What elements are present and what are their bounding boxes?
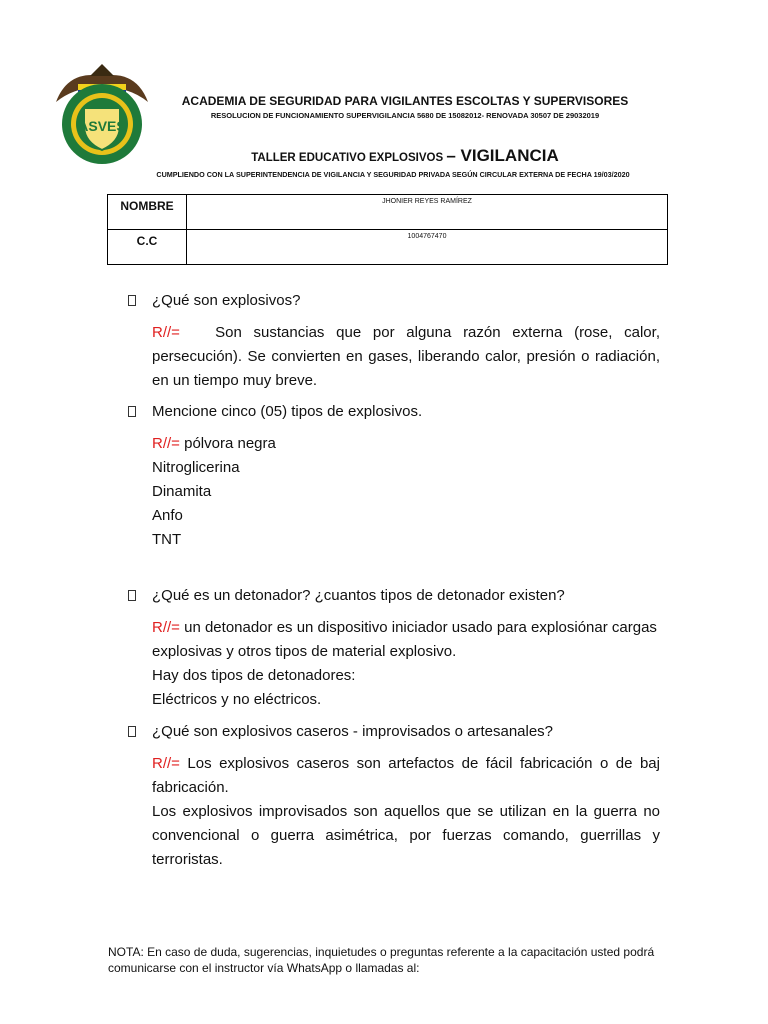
academy-logo: [48, 62, 156, 168]
answer-prefix: R//=: [152, 755, 180, 772]
answer-text: [128, 321, 660, 393]
resolution-line: RESOLUCION DE FUNCIONAMIENTO SUPERVIGILANCIA 5680 DE 15082012- RENOVADA 30507 DE 29032019: [210, 111, 600, 120]
name-label: NOMBRE: [108, 195, 187, 230]
answer-line-text: un detonador es un dispositivo iniciador usado para explosiónar cargas explosivas y otros tipos de material explosivo.: [152, 619, 657, 660]
answer-list: [128, 432, 660, 552]
answer-line: [152, 752, 660, 800]
answer-line-text: pólvora negra: [184, 435, 276, 452]
answer-list: [128, 616, 660, 712]
answer-line: [152, 616, 660, 664]
answer-prefix: R//=: [152, 324, 180, 341]
question-text: ¿Qué son explosivos caseros - improvisados o artesanales?: [152, 723, 554, 740]
answer-line: Anfo: [152, 507, 183, 524]
answer-line: TNT: [152, 531, 182, 548]
answer-line: Son sustancias que por alguna razón externa (rose, calor, persecución). Se convierten en gases, liberando calor, presión o radiación, en un tiempo muy breve.: [152, 324, 660, 389]
bullet-icon: [128, 590, 136, 601]
logo-text: ASVES: [78, 118, 126, 134]
workshop-suffix: – VIGILANCIA: [446, 146, 559, 165]
academy-title: ACADEMIA DE SEGURIDAD PARA VIGILANTES ESCOLTAS Y SUPERVISORES: [181, 94, 629, 108]
question-item: [128, 720, 660, 744]
question-item: [128, 289, 660, 313]
name-row: [108, 195, 668, 230]
contact-note: NOTA: En caso de duda, sugerencias, inquietudes o preguntas referente a la capacitación usted podrá comunicarse con el instructor vía WhatsApp o llamadas al:: [108, 945, 655, 975]
name-value: JHONIER REYES RAMÍREZ: [187, 195, 668, 230]
question-text: Mencione cinco (05) tipos de explosivos.: [152, 403, 423, 420]
question-text: ¿Qué son explosivos?: [152, 292, 301, 309]
workshop-title: [170, 146, 640, 166]
bullet-icon: [128, 295, 136, 306]
answer-line: Eléctricos y no eléctricos.: [152, 691, 322, 708]
logo-ring-text: COLOMBIA: [88, 88, 116, 94]
answer-line: Hay dos tipos de detonadores:: [152, 667, 356, 684]
answer-line: [152, 432, 660, 456]
answer-list: [128, 752, 660, 872]
question-text: ¿Qué es un detonador? ¿cuantos tipos de detonador existen?: [152, 587, 565, 604]
answer-prefix: R//=: [152, 435, 180, 452]
cc-row: [108, 230, 668, 265]
answer-line-text: Los explosivos caseros son artefactos de fácil fabricación o de baj fabricación.: [152, 755, 660, 796]
cc-label: C.C: [108, 230, 187, 265]
workshop-name: TALLER EDUCATIVO EXPLOSIVOS: [251, 152, 444, 164]
answer-prefix: R//=: [152, 619, 180, 636]
compliance-line: CUMPLIENDO CON LA SUPERINTENDENCIA DE VIGILANCIA Y SEGURIDAD PRIVADA SEGÚN CIRCULAR EXTERNA DE FECHA 19/03/2020: [156, 170, 630, 179]
question-item: [128, 400, 660, 424]
student-info-table: [107, 194, 668, 265]
bullet-icon: [128, 726, 136, 737]
questions-section: [128, 289, 660, 872]
question-item: [128, 584, 660, 608]
answer-line: Dinamita: [152, 483, 212, 500]
cc-value: 1004767470: [187, 230, 668, 265]
bullet-icon: [128, 406, 136, 417]
answer-line: Nitroglicerina: [152, 459, 240, 476]
answer-line: Los explosivos improvisados son aquellos que se utilizan en la guerra no convencional o guerra asimétrica, por fuerzas comando, guerrillas y terroristas.: [152, 803, 660, 868]
